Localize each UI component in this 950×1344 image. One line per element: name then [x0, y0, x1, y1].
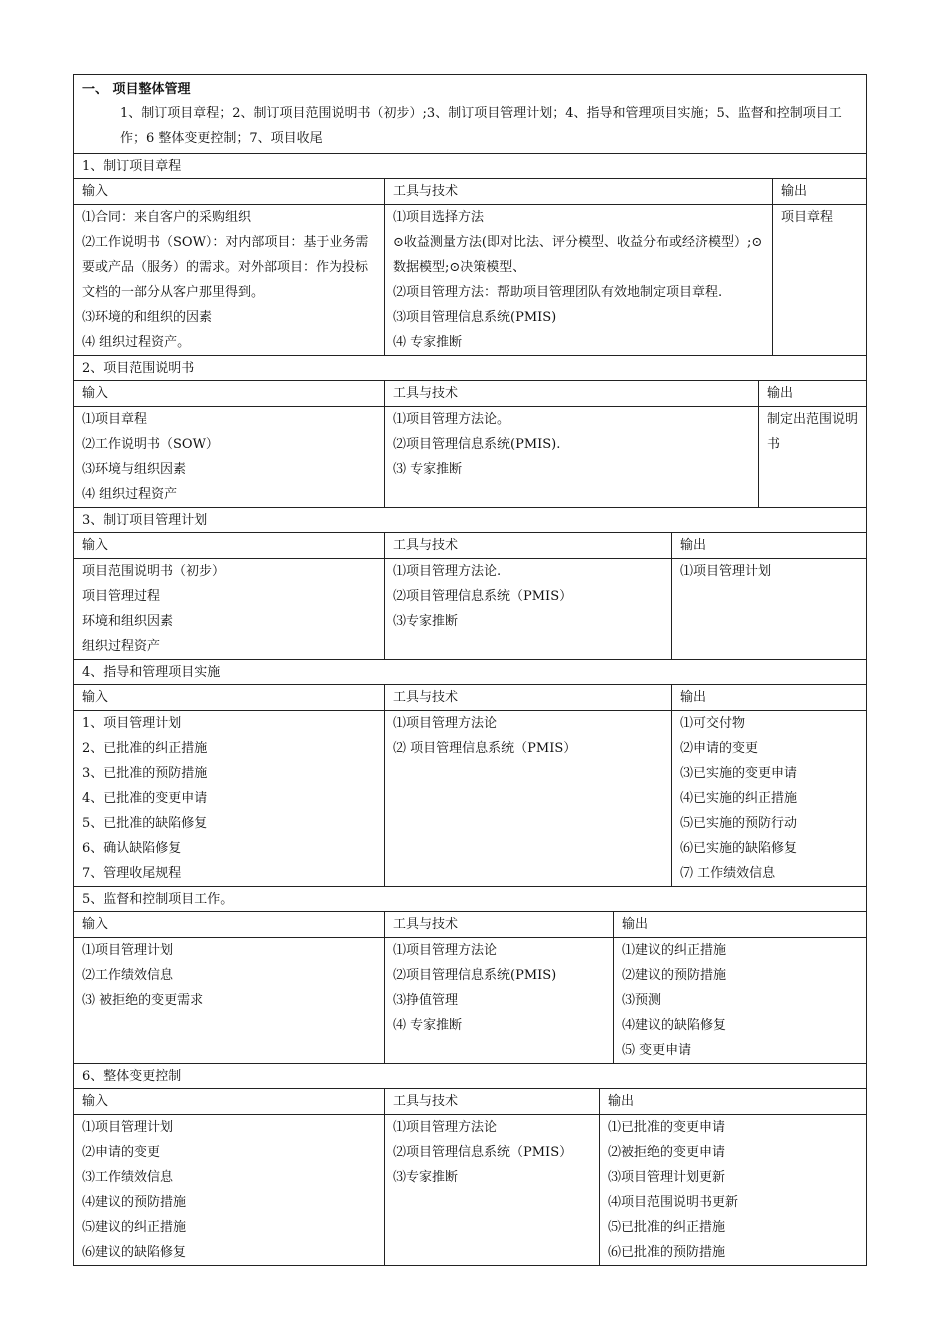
list-item: ⑴项目管理计划: [82, 1120, 174, 1135]
list-item: 3、已批准的预防措施: [82, 766, 208, 781]
output-cell: [600, 1115, 866, 1265]
tools-column-header: 工具与技术: [385, 381, 759, 406]
list-item: ⑴项目管理方法论: [393, 1120, 498, 1135]
list-item: 5、已批准的缺陷修复: [82, 816, 208, 831]
list-item: ⑶挣值管理: [393, 993, 459, 1008]
list-item: ⑵工作说明书（SOW）：对内部项目：基于业务需要或产品（服务）的需求。对外部项目：作为投标文档的一部分从客户那里得到。: [82, 235, 369, 300]
list-item: ⑹建议的缺陷修复: [82, 1245, 187, 1260]
list-item: ⑴项目管理计划: [680, 564, 772, 579]
list-item: ⑵工作说明书（SOW）: [82, 437, 219, 452]
section-body-row: [74, 1115, 866, 1265]
output-column-header: 输出: [767, 386, 794, 401]
list-item: ⑵项目管理信息系统(PMIS): [393, 968, 557, 983]
list-item: ⑶专家推断: [393, 1170, 459, 1185]
tools-column-header: 工具与技术: [385, 179, 773, 204]
list-item: ⑸已实施的预防行动: [680, 816, 798, 831]
column-header-row: [74, 533, 866, 559]
list-item: ⑺ 工作绩效信息: [680, 866, 776, 881]
column-header-row: [74, 685, 866, 711]
document-header: [74, 75, 866, 154]
list-item: ⑸建议的纠正措施: [82, 1220, 187, 1235]
list-item: ⑵项目管理信息系统(PMIS).: [393, 437, 561, 452]
input-cell: [74, 711, 385, 886]
tools-cell: [385, 559, 672, 659]
document-title: 一、 项目整体管理: [82, 82, 191, 97]
list-item: 7、管理收尾规程: [82, 866, 182, 881]
list-item: ⑷ 专家推断: [393, 1018, 463, 1033]
tools-column-header: 工具与技术: [385, 912, 614, 937]
output-column-header: 输出: [781, 184, 808, 199]
list-item: ⑴项目管理方法论: [393, 943, 498, 958]
list-item: ⑷项目范围说明书更新: [608, 1195, 739, 1210]
list-item: 2、已批准的纠正措施: [82, 741, 208, 756]
section-body-row: [74, 205, 866, 356]
section-body-row: [74, 938, 866, 1064]
input-cell: [74, 407, 385, 507]
section-title: 2、项目范围说明书: [74, 356, 866, 381]
output-column-header: 输出: [680, 690, 707, 705]
list-item: ⑷ 组织过程资产: [82, 487, 178, 502]
output-cell: [672, 559, 866, 659]
process-sections: [74, 154, 866, 1265]
list-item: ⑵工作绩效信息: [82, 968, 174, 983]
section-body-row: [74, 711, 866, 887]
input-cell: [74, 205, 385, 355]
list-item: ⑵被拒绝的变更申请: [608, 1145, 726, 1160]
list-item: ⑷ 组织过程资产。: [82, 335, 191, 350]
process-summary: 1、制订项目章程；2、制订项目范围说明书（初步）;3、制订项目管理计划；4、指导和管理项目实施；5、监督和控制项目工作；6 整体变更控制；7、项目收尾: [120, 106, 842, 146]
list-item: ⑷已实施的纠正措施: [680, 791, 798, 806]
list-item: 组织过程资产: [82, 639, 161, 654]
column-header-row: [74, 1089, 866, 1115]
list-item: ⑵建议的预防措施: [622, 968, 727, 983]
integration-management-table: [73, 74, 867, 1266]
list-item: ⑴项目章程: [82, 412, 148, 427]
list-item: ⑴建议的纠正措施: [622, 943, 727, 958]
list-item: 项目范围说明书（初步）: [82, 564, 226, 579]
list-item: 项目章程: [781, 210, 834, 225]
list-item: ⑴项目管理方法论: [393, 716, 498, 731]
list-item: ⑶已实施的变更申请: [680, 766, 798, 781]
input-cell: [74, 1115, 385, 1265]
list-item: ⑴项目管理方法论。: [393, 412, 511, 427]
list-item: ⑶项目管理计划更新: [608, 1170, 726, 1185]
list-item: ⑸ 变更申请: [622, 1043, 692, 1058]
input-column-header: 输入: [74, 1089, 385, 1114]
list-item: ⑵项目管理信息系统（PMIS）: [393, 1145, 573, 1160]
list-item: ⑴项目选择方法: [393, 210, 485, 225]
list-item: 1、项目管理计划: [82, 716, 182, 731]
tools-column-header: 工具与技术: [385, 533, 672, 558]
input-column-header: 输入: [74, 685, 385, 710]
list-item: ⑶ 被拒绝的变更需求: [82, 993, 204, 1008]
list-item: ⊙收益测量方法(即对比法、评分模型、收益分布或经济模型）;⊙数据模型;⊙决策模型、: [393, 235, 763, 275]
list-item: 6、确认缺陷修复: [82, 841, 182, 856]
section-body-row: [74, 559, 866, 660]
list-item: ⑴项目管理方法论.: [393, 564, 502, 579]
list-item: ⑵申请的变更: [82, 1145, 161, 1160]
column-header-row: [74, 912, 866, 938]
output-cell: [773, 205, 866, 355]
section-body-row: [74, 407, 866, 508]
input-column-header: 输入: [74, 533, 385, 558]
list-item: ⑵申请的变更: [680, 741, 759, 756]
list-item: ⑶预测: [622, 993, 662, 1008]
tools-cell: [385, 938, 614, 1063]
list-item: ⑹已实施的缺陷修复: [680, 841, 798, 856]
list-item: ⑶ 专家推断: [393, 462, 463, 477]
list-item: ⑴可交付物: [680, 716, 746, 731]
tools-column-header: 工具与技术: [385, 1089, 600, 1114]
tools-column-header: 工具与技术: [385, 685, 672, 710]
list-item: 环境和组织因素: [82, 614, 174, 629]
section-title: 6、整体变更控制: [74, 1064, 866, 1089]
list-item: ⑶环境的和组织的因素: [82, 310, 213, 325]
input-cell: [74, 559, 385, 659]
input-column-header: 输入: [74, 912, 385, 937]
list-item: ⑷建议的缺陷修复: [622, 1018, 727, 1033]
list-item: ⑴合同：来自客户的采购组织: [82, 210, 252, 225]
list-item: ⑹已批准的预防措施: [608, 1245, 726, 1260]
section-title: 5、监督和控制项目工作。: [74, 887, 866, 912]
list-item: ⑴已批准的变更申请: [608, 1120, 726, 1135]
input-column-header: 输入: [74, 381, 385, 406]
column-header-row: [74, 179, 866, 205]
column-header-row: [74, 381, 866, 407]
list-item: ⑶环境与组织因素: [82, 462, 187, 477]
list-item: ⑸已批准的纠正措施: [608, 1220, 726, 1235]
output-column-header: 输出: [680, 538, 707, 553]
section-title: 1、制订项目章程: [74, 154, 866, 179]
list-item: 项目管理过程: [82, 589, 161, 604]
tools-cell: [385, 711, 672, 886]
tools-cell: [385, 407, 759, 507]
section-title: 4、指导和管理项目实施: [74, 660, 866, 685]
output-column-header: 输出: [608, 1094, 635, 1109]
list-item: 制定出范围说明书: [767, 412, 859, 452]
input-column-header: 输入: [74, 179, 385, 204]
output-cell: [759, 407, 866, 507]
output-column-header: 输出: [622, 917, 649, 932]
list-item: ⑶专家推断: [393, 614, 459, 629]
output-cell: [672, 711, 866, 886]
output-cell: [614, 938, 866, 1063]
list-item: ⑵项目管理方法：帮助项目管理团队有效地制定项目章程.: [393, 285, 723, 300]
tools-cell: [385, 1115, 600, 1265]
input-cell: [74, 938, 385, 1063]
list-item: ⑴项目管理计划: [82, 943, 174, 958]
list-item: ⑷ 专家推断: [393, 335, 463, 350]
list-item: ⑷建议的预防措施: [82, 1195, 187, 1210]
list-item: ⑵项目管理信息系统（PMIS）: [393, 589, 573, 604]
tools-cell: [385, 205, 773, 355]
section-title: 3、制订项目管理计划: [74, 508, 866, 533]
list-item: ⑵ 项目管理信息系统（PMIS）: [393, 741, 577, 756]
list-item: ⑶项目管理信息系统(PMIS): [393, 310, 557, 325]
list-item: 4、已批准的变更申请: [82, 791, 208, 806]
list-item: ⑶工作绩效信息: [82, 1170, 174, 1185]
